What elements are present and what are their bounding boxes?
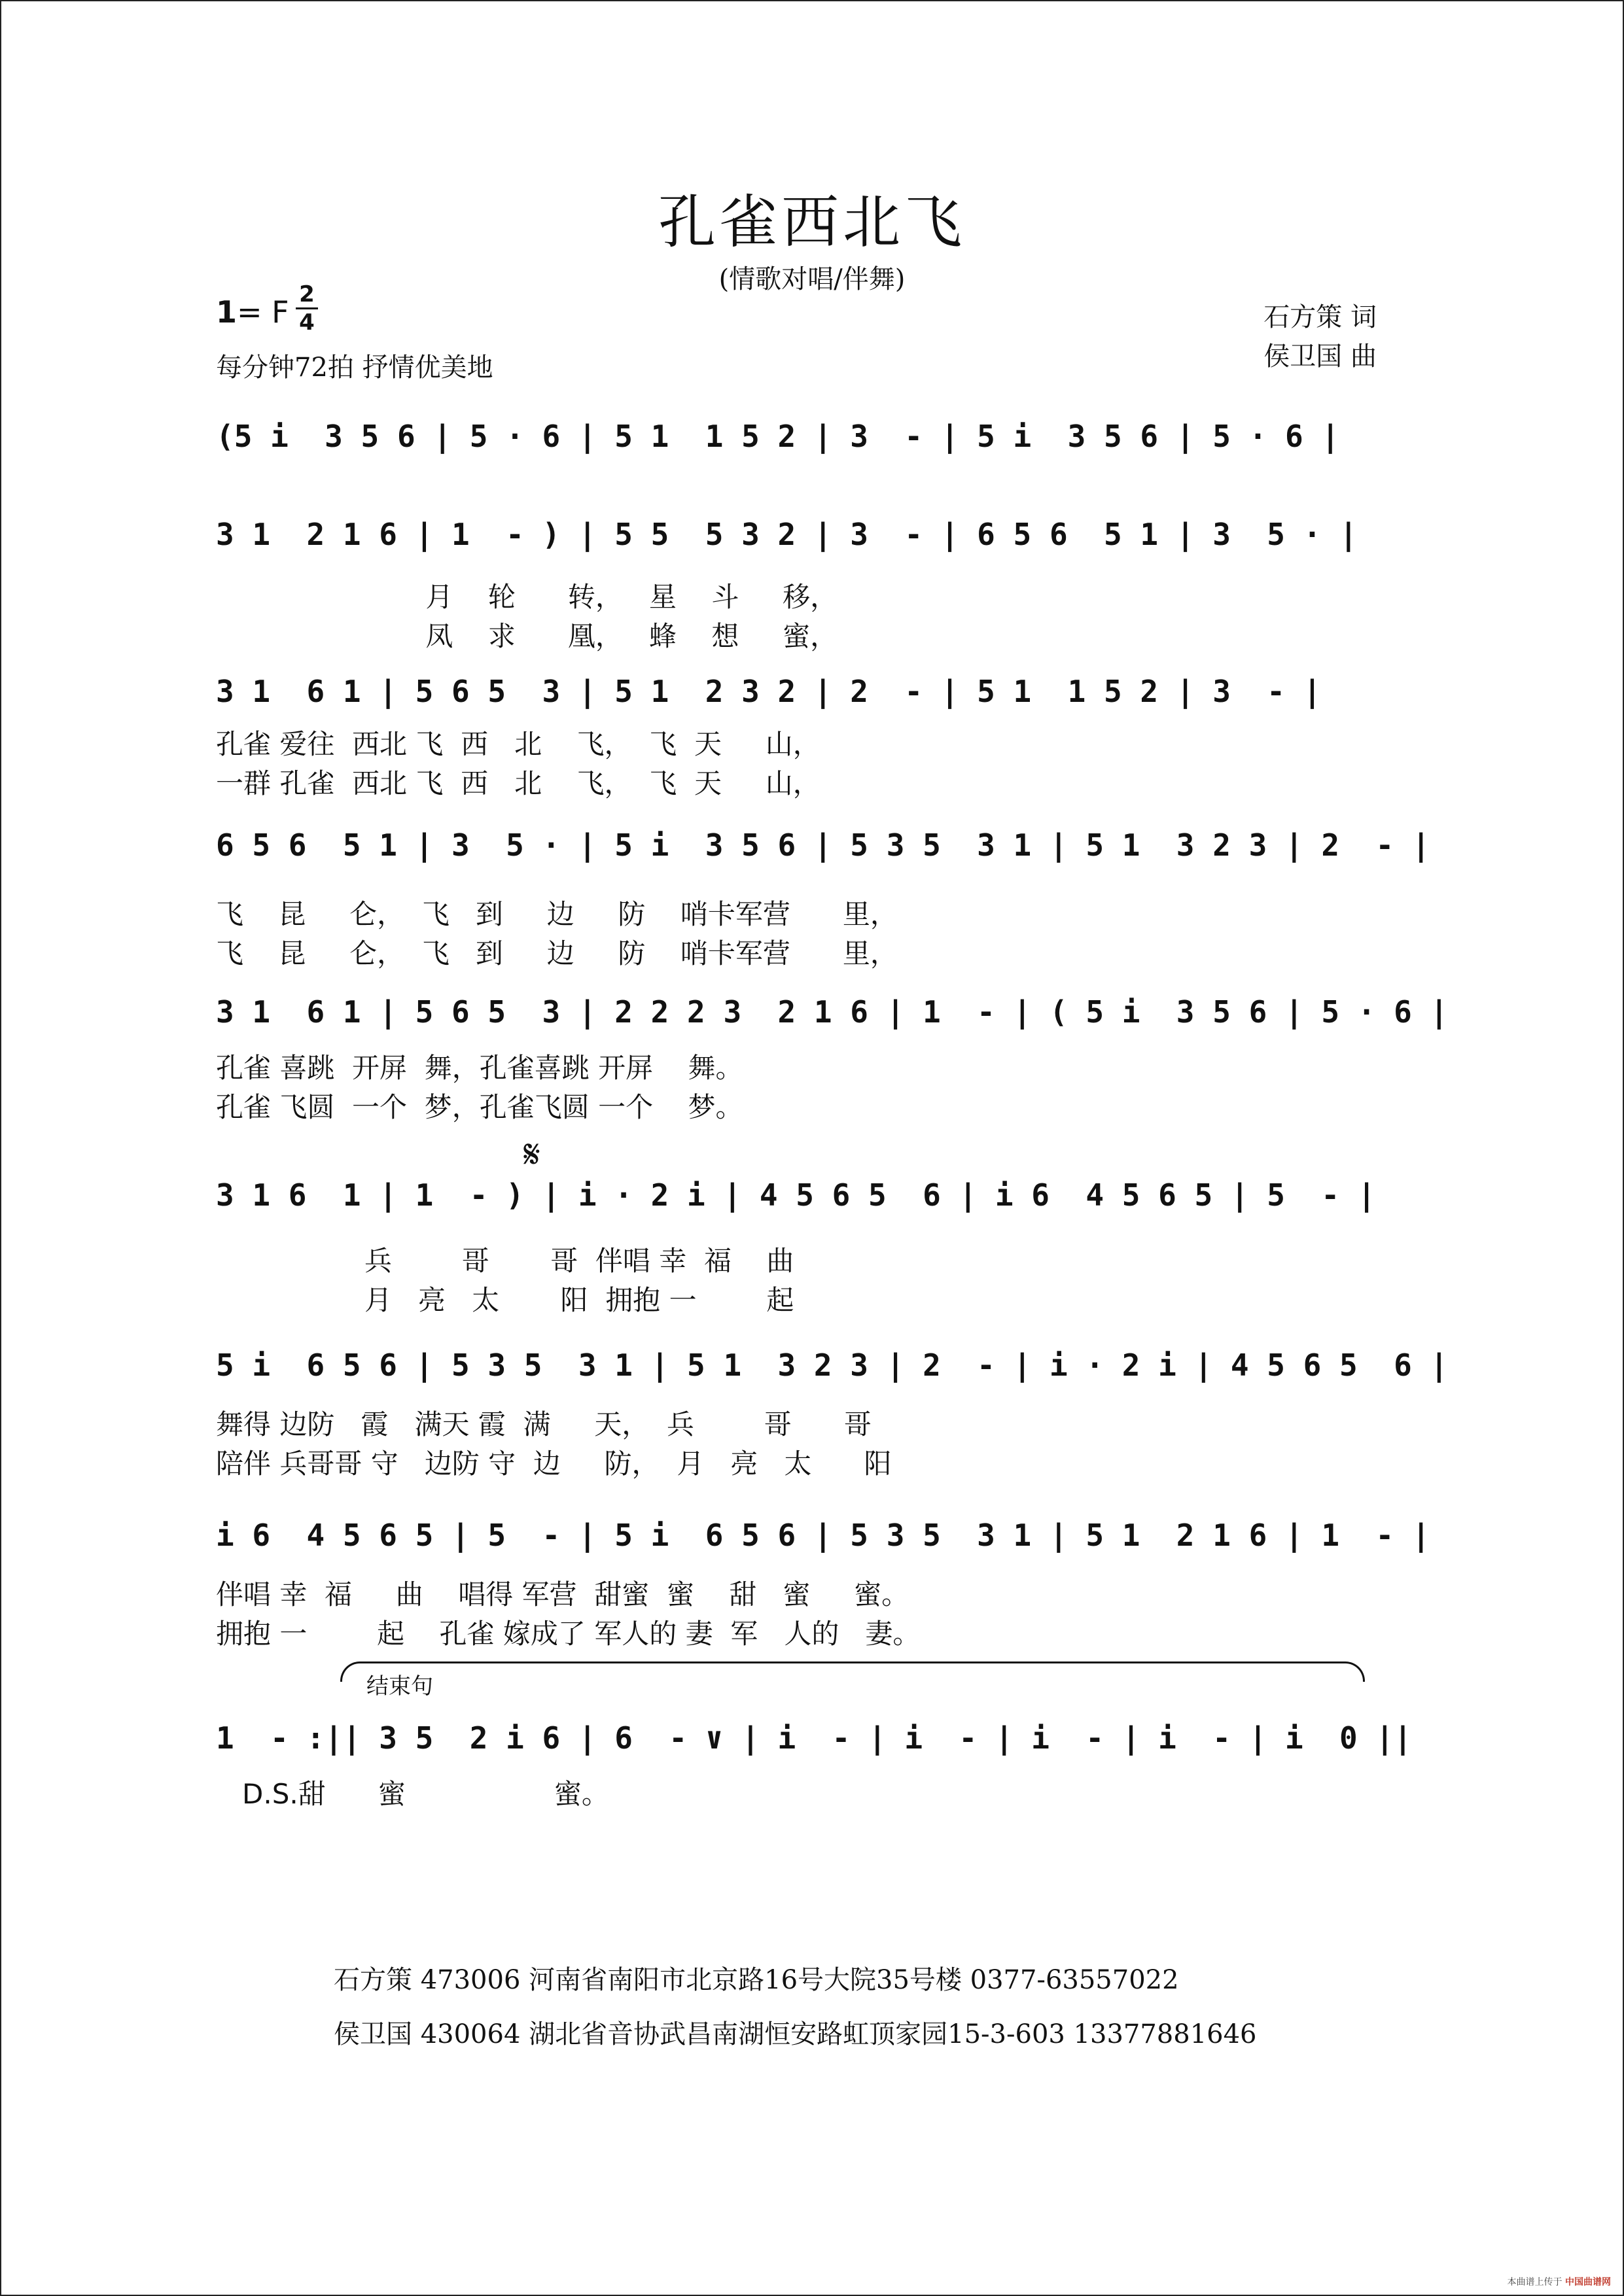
lyric-line-7a: 舞得 边防 霞 满天 霞 满 天， 兵 哥 哥 (216, 1408, 872, 1440)
tempo-marking: 每分钟72拍 抒情优美地 (216, 353, 493, 383)
lyric-line-3a: 孔雀 爱往 西北 飞 西 北 飞， 飞 天 山， (216, 728, 821, 760)
lyricist-credit: 石方策 词 (1263, 302, 1377, 332)
lyric-line-4a: 飞 昆 仑， 飞 到 边 防 哨卡军营 里， (216, 898, 898, 930)
watermark (1508, 2275, 1611, 2288)
contact-lyricist: 石方策 473006 河南省南阳市北京路16号大院35号楼 0377-63557022 (334, 1965, 1179, 1995)
ending-label: 结束句 (366, 1673, 433, 1699)
score-line-4: 6 5 6 5 1 | 3 5 · | 5 i 3 5 6 | 5 3 5 3 1 | 5 1 3 2 3 | 2 - | (216, 827, 1430, 863)
score-line-9: 1 - :|| 3 5 2 i 6 | 6 - ∨ | i - | i - | i - | i - | i 0 || (216, 1720, 1412, 1756)
lyric-line-7b: 陪伴 兵哥哥 守 边防 守 边 防， 月 亮 太 阳 (216, 1448, 892, 1480)
lyric-line-6b: 月 亮 太 阳 拥抱 一 起 (216, 1284, 794, 1316)
lyric-line-6a: 兵 哥 哥 伴唱 幸 福 曲 (216, 1245, 794, 1277)
lyric-line-8a: 伴唱 幸 福 曲 唱得 军营 甜蜜 蜜 甜 蜜 蜜。 (216, 1578, 909, 1610)
lyric-line-9a: D.S.甜 蜜 蜜。 (216, 1778, 609, 1810)
lyric-line-4b: 飞 昆 仑， 飞 到 边 防 哨卡军营 里， (216, 937, 898, 969)
lyric-line-5a: 孔雀 喜跳 开屏 舞，孔雀喜跳 开屏 舞。 (216, 1052, 743, 1084)
score-line-2: 3 1 2 1 6 | 1 - ) | 5 5 5 3 2 | 3 - | 6 5 6 5 1 | 3 5 · | (216, 517, 1358, 552)
watermark-brand: 中国曲谱网 (1565, 2277, 1611, 2287)
lyric-line-2a: 月 轮 转， 星 斗 移， (216, 581, 838, 613)
segno-sign: 𝄋 (523, 1132, 540, 1177)
score-line-8: i 6 4 5 6 5 | 5 - | 5 i 6 5 6 | 5 3 5 3 1 | 5 1 2 1 6 | 1 - | (216, 1518, 1430, 1553)
time-signature (296, 283, 318, 334)
score-line-1: (5 i 3 5 6 | 5 · 6 | 5 1 1 5 2 | 3 - | 5 i 3 5 6 | 5 · 6 | (216, 419, 1340, 454)
time-numerator: 2 (299, 281, 315, 307)
contact-composer: 侯卫国 430064 湖北省音协武昌南湖恒安路虹顶家园15-3-603 13377881646 (334, 2019, 1257, 2049)
lyric-line-8b: 拥抱 一 起 孔雀 嫁成了 军人的 妻 军 人的 妻。 (216, 1618, 921, 1650)
score-line-3: 3 1 6 1 | 5 6 5 3 | 5 1 2 3 2 | 2 - | 5 1 1 5 2 | 3 - | (216, 674, 1322, 709)
watermark-text: 本曲谱上传于 (1507, 2277, 1562, 2287)
ending-bracket (340, 1661, 1365, 1682)
lyric-line-3b: 一群 孔雀 西北 飞 西 北 飞， 飞 天 山， (216, 767, 821, 799)
key-text: = F (237, 294, 289, 330)
score-line-7: 5 i 6 5 6 | 5 3 5 3 1 | 5 1 3 2 3 | 2 - | i · 2 i | 4 5 6 5 6 | (216, 1348, 1449, 1383)
song-title: 孔雀西北飞 (658, 188, 966, 256)
time-denominator: 4 (299, 309, 315, 336)
song-subtitle: (情歌对唱/伴舞) (718, 264, 906, 294)
key-signature (216, 294, 289, 330)
lyric-line-5b: 孔雀 飞圆 一个 梦，孔雀飞圆 一个 梦。 (216, 1091, 743, 1123)
key-prefix: 1 (216, 294, 238, 330)
score-line-5: 3 1 6 1 | 5 6 5 3 | 2 2 2 3 2 1 6 | 1 - | ( 5 i 3 5 6 | 5 · 6 | (216, 994, 1449, 1030)
lyric-line-2b: 凤 求 凰， 蜂 想 蜜， (216, 620, 838, 652)
composer-credit: 侯卫国 曲 (1263, 341, 1377, 372)
score-line-6: 3 1 6 1 | 1 - ) | i · 2 i | 4 5 6 5 6 | i 6 4 5 6 5 | 5 - | (216, 1177, 1376, 1213)
